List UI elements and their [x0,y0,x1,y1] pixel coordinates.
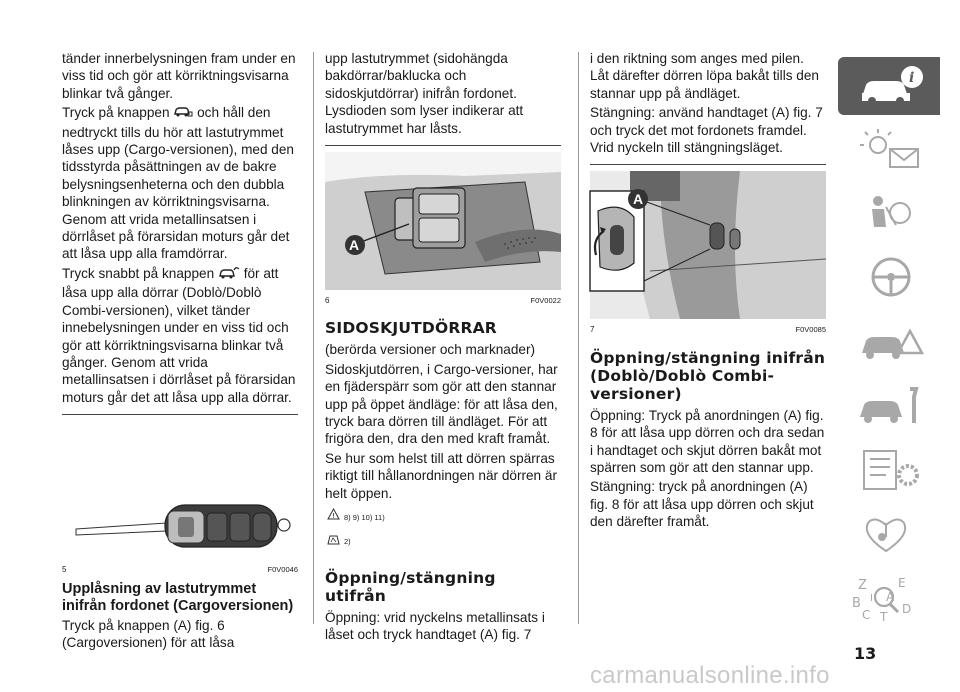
document-gear-icon [856,447,926,493]
index-letter: E [898,576,906,590]
divider [62,414,298,415]
index-letter: A [886,590,895,604]
page-number: 13 [854,644,877,663]
car-info-icon [856,63,926,109]
svg-text:i: i [909,70,915,86]
index-letter: T [880,610,888,624]
sliding-door-illustration [590,171,826,319]
chapter-tabs [838,57,940,663]
tab-car-info[interactable] [838,57,940,115]
section-heading: Upplåsning av lastutrymmet inifrån fordonet (Cargoversionen) [62,580,294,614]
section-heading: SIDOSKJUTDÖRRAR [325,319,497,338]
figure-door-panel [325,152,561,290]
figure-number: 5 [62,565,67,575]
warning-numbers: 8) 9) 10) 11) [344,512,385,522]
tab-multimedia[interactable] [838,505,940,563]
column-divider [313,52,314,624]
car-wrench-icon [856,383,926,429]
airbag-icon [856,191,926,237]
paragraph: (berörda versioner och marknader) [325,342,536,358]
tab-emergency[interactable] [838,313,940,371]
caution-numbers: 2) [344,537,351,546]
warning-ref [327,508,561,526]
figure-key [62,421,298,559]
column-3 [590,50,826,533]
divider [325,145,561,146]
warning-lights-icon [856,127,926,173]
figure-caption [590,321,826,338]
unlock-icon [218,266,240,284]
music-heart-icon [856,511,926,557]
figure-code: F0V0085 [795,325,826,335]
figure-number: 7 [590,325,595,335]
figure-code: F0V0046 [267,565,298,575]
text: Tryck snabbt på knappen [62,265,215,281]
figure-number: 6 [325,296,330,306]
text: Tryck på knappen [62,105,170,121]
watermark: carmanualsonline.info [590,662,830,689]
figure-caption [62,561,298,578]
svg-text:!: ! [332,512,336,521]
warning-triangle-car-icon [856,319,926,365]
tab-maintenance[interactable] [838,377,940,435]
column-divider [578,52,579,624]
index-letter: Z [858,578,867,593]
text: för att låsa upp alla dörrar (Doblò/Doblò Combi-versionen), vilket tänder innebelysningen under en viss tid och gör att körriktningsvisarna blinkar två gånger. Genom att vrida metallinsatsen i dörrlåset på förarsidan moturs går det att låsa upp alla dörrar. [62,265,296,405]
unlock-trunk-icon [173,105,193,123]
tab-technical-data[interactable] [838,441,940,499]
warning-icon [327,508,340,526]
paragraph: Sidoskjutdörren, i Cargo-versioner, har en fjäderspärr som gör att den stannar upp på öppet ändläge: för att låsa den, tryck bara dörren till ändläget. För att frigöra den, dra den med kraft framåt. [325,361,558,447]
paragraph: tänder innerbelysningen fram under en viss tid och gör att körriktningsvisarna blinkar två gånger. [62,51,296,101]
figure-code: F0V0022 [530,296,561,306]
tab-driving[interactable] [838,249,940,307]
section-heading: Öppning/stängning utifrån [325,568,496,605]
tab-safety[interactable] [838,185,940,243]
key-illustration [62,421,298,559]
figure-sliding-door [590,171,826,319]
figure-callout-label: A [349,237,360,254]
caution-icon [327,533,340,551]
figure-callout-label: A [633,191,644,208]
paragraph: i den riktning som anges med pilen. Låt därefter dörren löpa bakåt tills den stannar upp på ändläget. [590,51,819,101]
figure-caption [325,292,561,309]
section-heading: Öppning/stängning inifrån (Doblò/Doblò Combi-versioner) [590,348,826,403]
index-letter: C [862,608,871,622]
paragraph [62,104,298,263]
index-letter: D [902,602,912,616]
door-panel-illustration [325,152,561,290]
column-2 [325,50,561,646]
index-letter: B [852,596,861,611]
paragraph: Se hur som helst till att dörren spärras riktigt till hållanordningen när dörren är helt öppen. [325,450,557,501]
paragraph: Tryck på knappen (A) fig. 6 (Cargoversionen) för att låsa [62,617,235,650]
steering-wheel-icon [856,255,926,301]
paragraph [62,265,298,406]
tab-index[interactable] [838,569,940,627]
paragraph: Stängning: tryck på anordningen (A) fig. 8 för att låsa upp dörren och skjut den därefter framåt. [590,479,814,530]
paragraph: upp lastutrymmet (sidohängda bakdörrar/baklucka och sidoskjutdörrar) inifrån fordonet. Lysdioden som lyser indikerar att lastutrymmet har låsts. [325,51,524,136]
alphabet-index-icon [852,575,926,624]
caution-ref [327,533,561,551]
text: och håll den nedtryckt tills du hör att lastutrymmet låses upp (Cargo-versionen), med den tidsstyrda påsättningen av de bakre belysningsenheterna och den dubbla blinkningen av körriktningsvisarna. Genom att vrida metallinsatsen i dörrlåset på förarsidan moturs går det att låsa upp alla framdörrar. [62,105,294,262]
column-1 [62,50,298,653]
tab-lights-messages[interactable] [838,121,940,179]
index-letter: I [870,593,873,604]
paragraph: Öppning: Tryck på anordningen (A) fig. 8 för att låsa upp dörren och dra sedan i handtaget och skjut dörren bakåt mot spärren som gör att den stannar upp. [590,407,825,476]
paragraph: Stängning: använd handtaget (A) fig. 7 och tryck det mot fordonets framdel. Vrid nyckeln till stängningsläget. [590,105,823,156]
paragraph: Öppning: vrid nyckelns metallinsats i låset och tryck handtaget (A) fig. 7 [325,609,545,643]
divider [590,164,826,165]
